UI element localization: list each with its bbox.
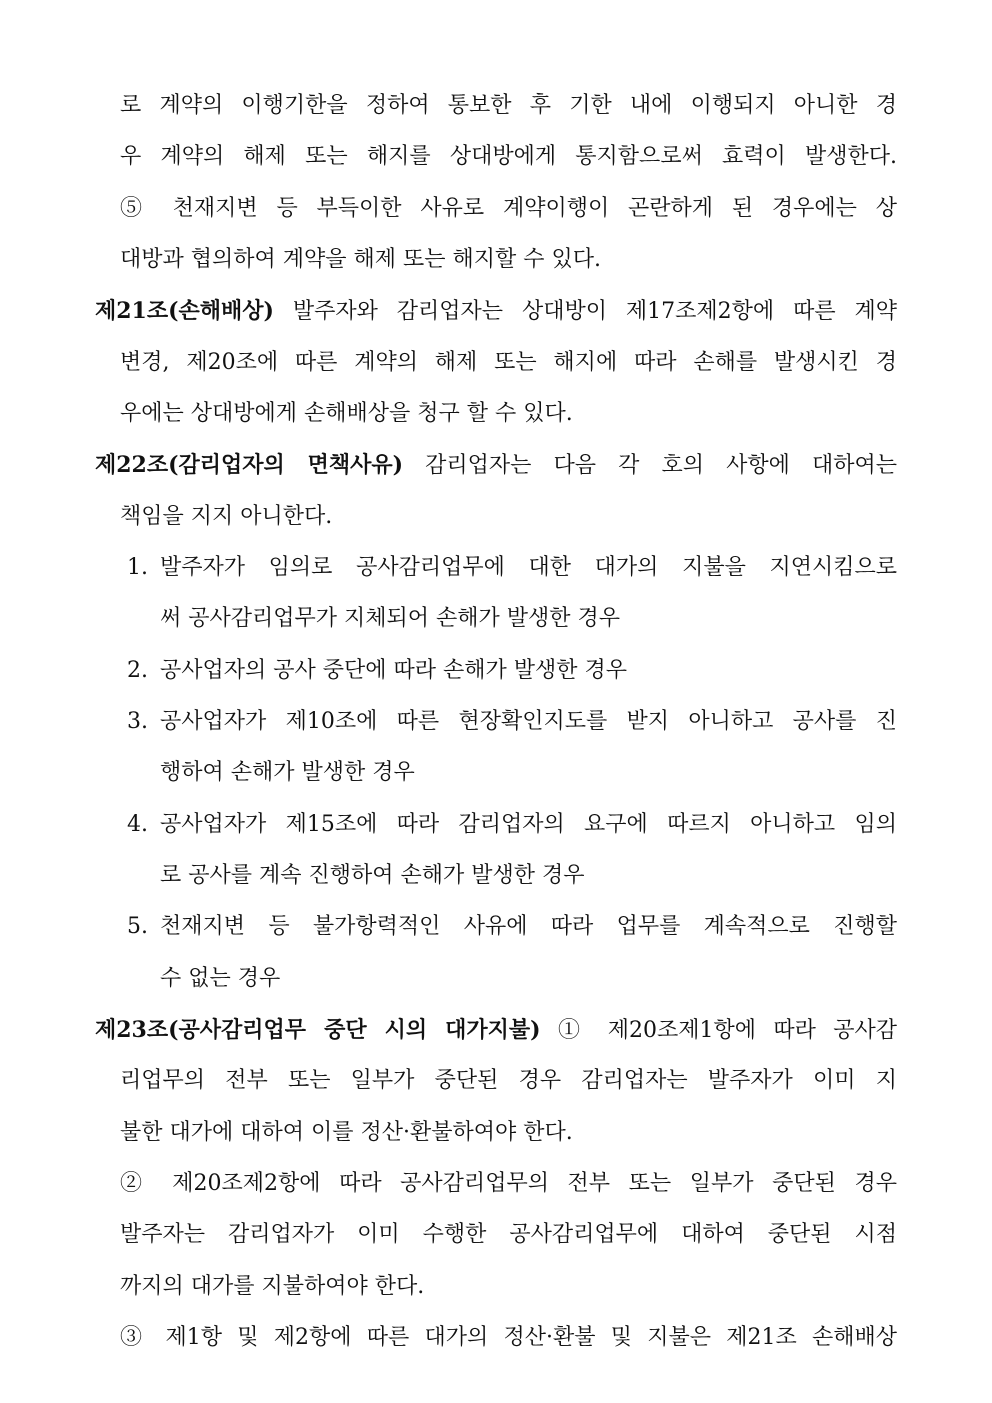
article-22-text: 감리업자는 다음 각 호의 사항에 대하여는 [425,453,897,478]
text-line: 리업무의 전부 또는 일부가 중단된 경우 감리업자는 발주자가 이미 지 [120,1068,897,1093]
text-line: ② 제20조제2항에 따라 공사감리업무의 전부 또는 일부가 중단된 경우 [120,1171,897,1196]
text-line: 책임을 지지 아니한다. [120,504,333,529]
list-item-number: 4. [127,812,148,837]
text-line: 불한 대가에 대하여 이를 정산·환불하여야 한다. [120,1120,573,1145]
list-item: 행하여 손해가 발생한 경우 [160,760,415,785]
article-23-text: ① 제20조제1항에 따라 공사감 [557,1018,897,1043]
list-item: 써 공사감리업무가 지체되어 손해가 발생한 경우 [160,606,621,631]
list-item: 로 공사를 계속 진행하여 손해가 발생한 경우 [160,863,585,888]
list-item: 수 없는 경우 [160,966,281,991]
article-22-line-1 [95,451,897,479]
article-23-line-1 [95,1016,897,1044]
list-item: 공사업자의 공사 중단에 따라 손해가 발생한 경우 [160,658,628,683]
text-line: ③ 제1항 및 제2항에 따른 대가의 정산·환불 및 지불은 제21조 손해배상 [120,1325,897,1350]
text-line: 까지의 대가를 지불하여야 한다. [120,1274,425,1299]
article-22-heading: 제22조(감리업자의 면책사유) [95,452,403,478]
list-item-number: 2. [127,658,148,683]
text-line: 대방과 협의하여 계약을 해제 또는 해지할 수 있다. [120,247,601,272]
text-line: 로 계약의 이행기한을 정하여 통보한 후 기한 내에 이행되지 아니한 경 [120,93,897,118]
article-21-text: 발주자와 감리업자는 상대방이 제17조제2항에 따른 계약 [292,299,897,324]
list-item: 공사업자가 제15조에 따라 감리업자의 요구에 따르지 아니하고 임의 [160,812,897,837]
text-line: 우에는 상대방에게 손해배상을 청구 할 수 있다. [120,401,573,426]
text-line: 우 계약의 해제 또는 해지를 상대방에게 통지함으로써 효력이 발생한다. [120,144,897,169]
article-21-line-1 [95,297,897,325]
list-item-number: 5. [127,914,148,939]
list-item-number: 3. [127,709,148,734]
article-21-heading: 제21조(손해배상) [95,298,274,324]
list-item-number: 1. [127,555,148,580]
text-line: 발주자는 감리업자가 이미 수행한 공사감리업무에 대하여 중단된 시점 [120,1222,897,1247]
list-item: 천재지변 등 불가항력적인 사유에 따라 업무를 계속적으로 진행할 [160,914,897,939]
list-item: 공사업자가 제10조에 따른 현장확인지도를 받지 아니하고 공사를 진 [160,709,897,734]
list-item: 발주자가 임의로 공사감리업무에 대한 대가의 지불을 지연시킴으로 [160,555,897,580]
article-23-heading: 제23조(공사감리업무 중단 시의 대가지불) [95,1017,541,1043]
text-line: 변경, 제20조에 따른 계약의 해제 또는 해지에 따라 손해를 발생시킨 경 [120,350,897,375]
text-line: ⑤ 천재지변 등 부득이한 사유로 계약이행이 곤란하게 된 경우에는 상 [120,196,897,221]
